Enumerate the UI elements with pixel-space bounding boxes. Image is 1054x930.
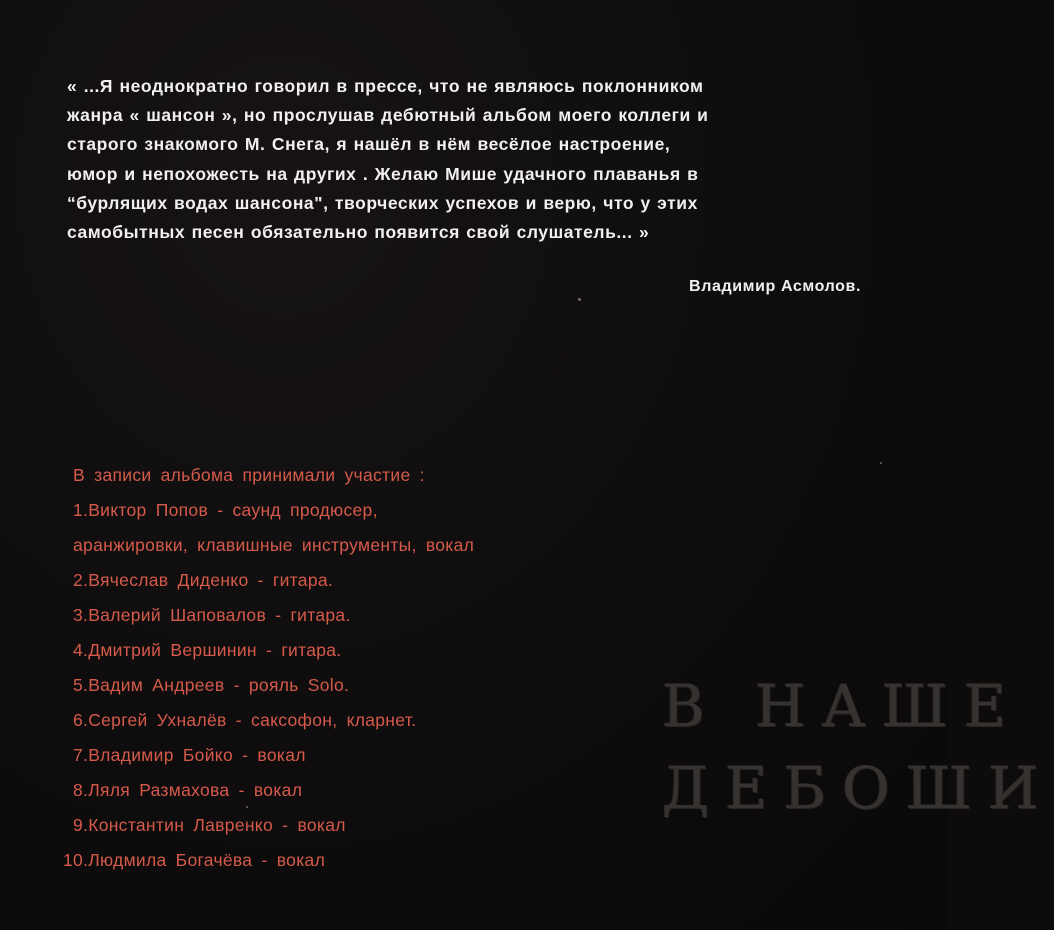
credit-item: 2.Вячеслав Диденко - гитара. <box>73 570 334 590</box>
credit-item: 6.Сергей Ухналёв - саксофон, кларнет. <box>73 710 417 730</box>
quote-block <box>67 72 887 247</box>
dust-speck <box>578 298 581 301</box>
credits-heading: В записи альбома принимали участие : <box>73 465 425 485</box>
quote-line: « ...Я неоднократно говорил в прессе, что не являюсь поклонником <box>67 76 704 96</box>
credit-item: 1.Виктор Попов - саунд продюсер, <box>73 500 378 520</box>
dust-speck <box>246 806 248 808</box>
credit-item: 4.Дмитрий Вершинин - гитара. <box>73 640 342 660</box>
credit-item: 3.Валерий Шаповалов - гитара. <box>73 605 351 625</box>
credit-item: 8.Ляля Размахова - вокал <box>73 780 303 800</box>
quote-line: юмор и непохожесть на других . Желаю Мише удачного плаванья в <box>67 163 699 184</box>
dust-speck <box>880 462 882 464</box>
title-line: В НАШЕ <box>662 672 1023 740</box>
credits-list <box>63 458 475 878</box>
credit-item: 9.Константин Лавренко - вокал <box>73 815 346 835</box>
credit-item: 7.Владимир Бойко - вокал <box>73 745 306 765</box>
title-line: ДЕБОШИ <box>662 754 1054 822</box>
credit-item: 5.Вадим Андреев - рояль Solo. <box>73 675 350 695</box>
quote-line: самобытных песен обязательно появится свой слушатель... » <box>67 222 650 243</box>
quote-line: жанра « шансон », но прослушав дебютный альбом моего коллеги и <box>67 105 709 126</box>
quote-line: старого знакомого М. Снега, я нашёл в нём весёлое настроение, <box>67 134 671 155</box>
credit-item: аранжировки, клавишные инструменты, вокал <box>73 535 475 555</box>
quote-author: Владимир Асмолов. <box>689 278 861 295</box>
quote-line: “бурлящих водах шансона", творческих успехов и верю, что у этих <box>67 192 698 213</box>
credit-item: 10.Людмила Богачёва - вокал <box>63 850 326 870</box>
album-title-fragment <box>662 665 1054 829</box>
